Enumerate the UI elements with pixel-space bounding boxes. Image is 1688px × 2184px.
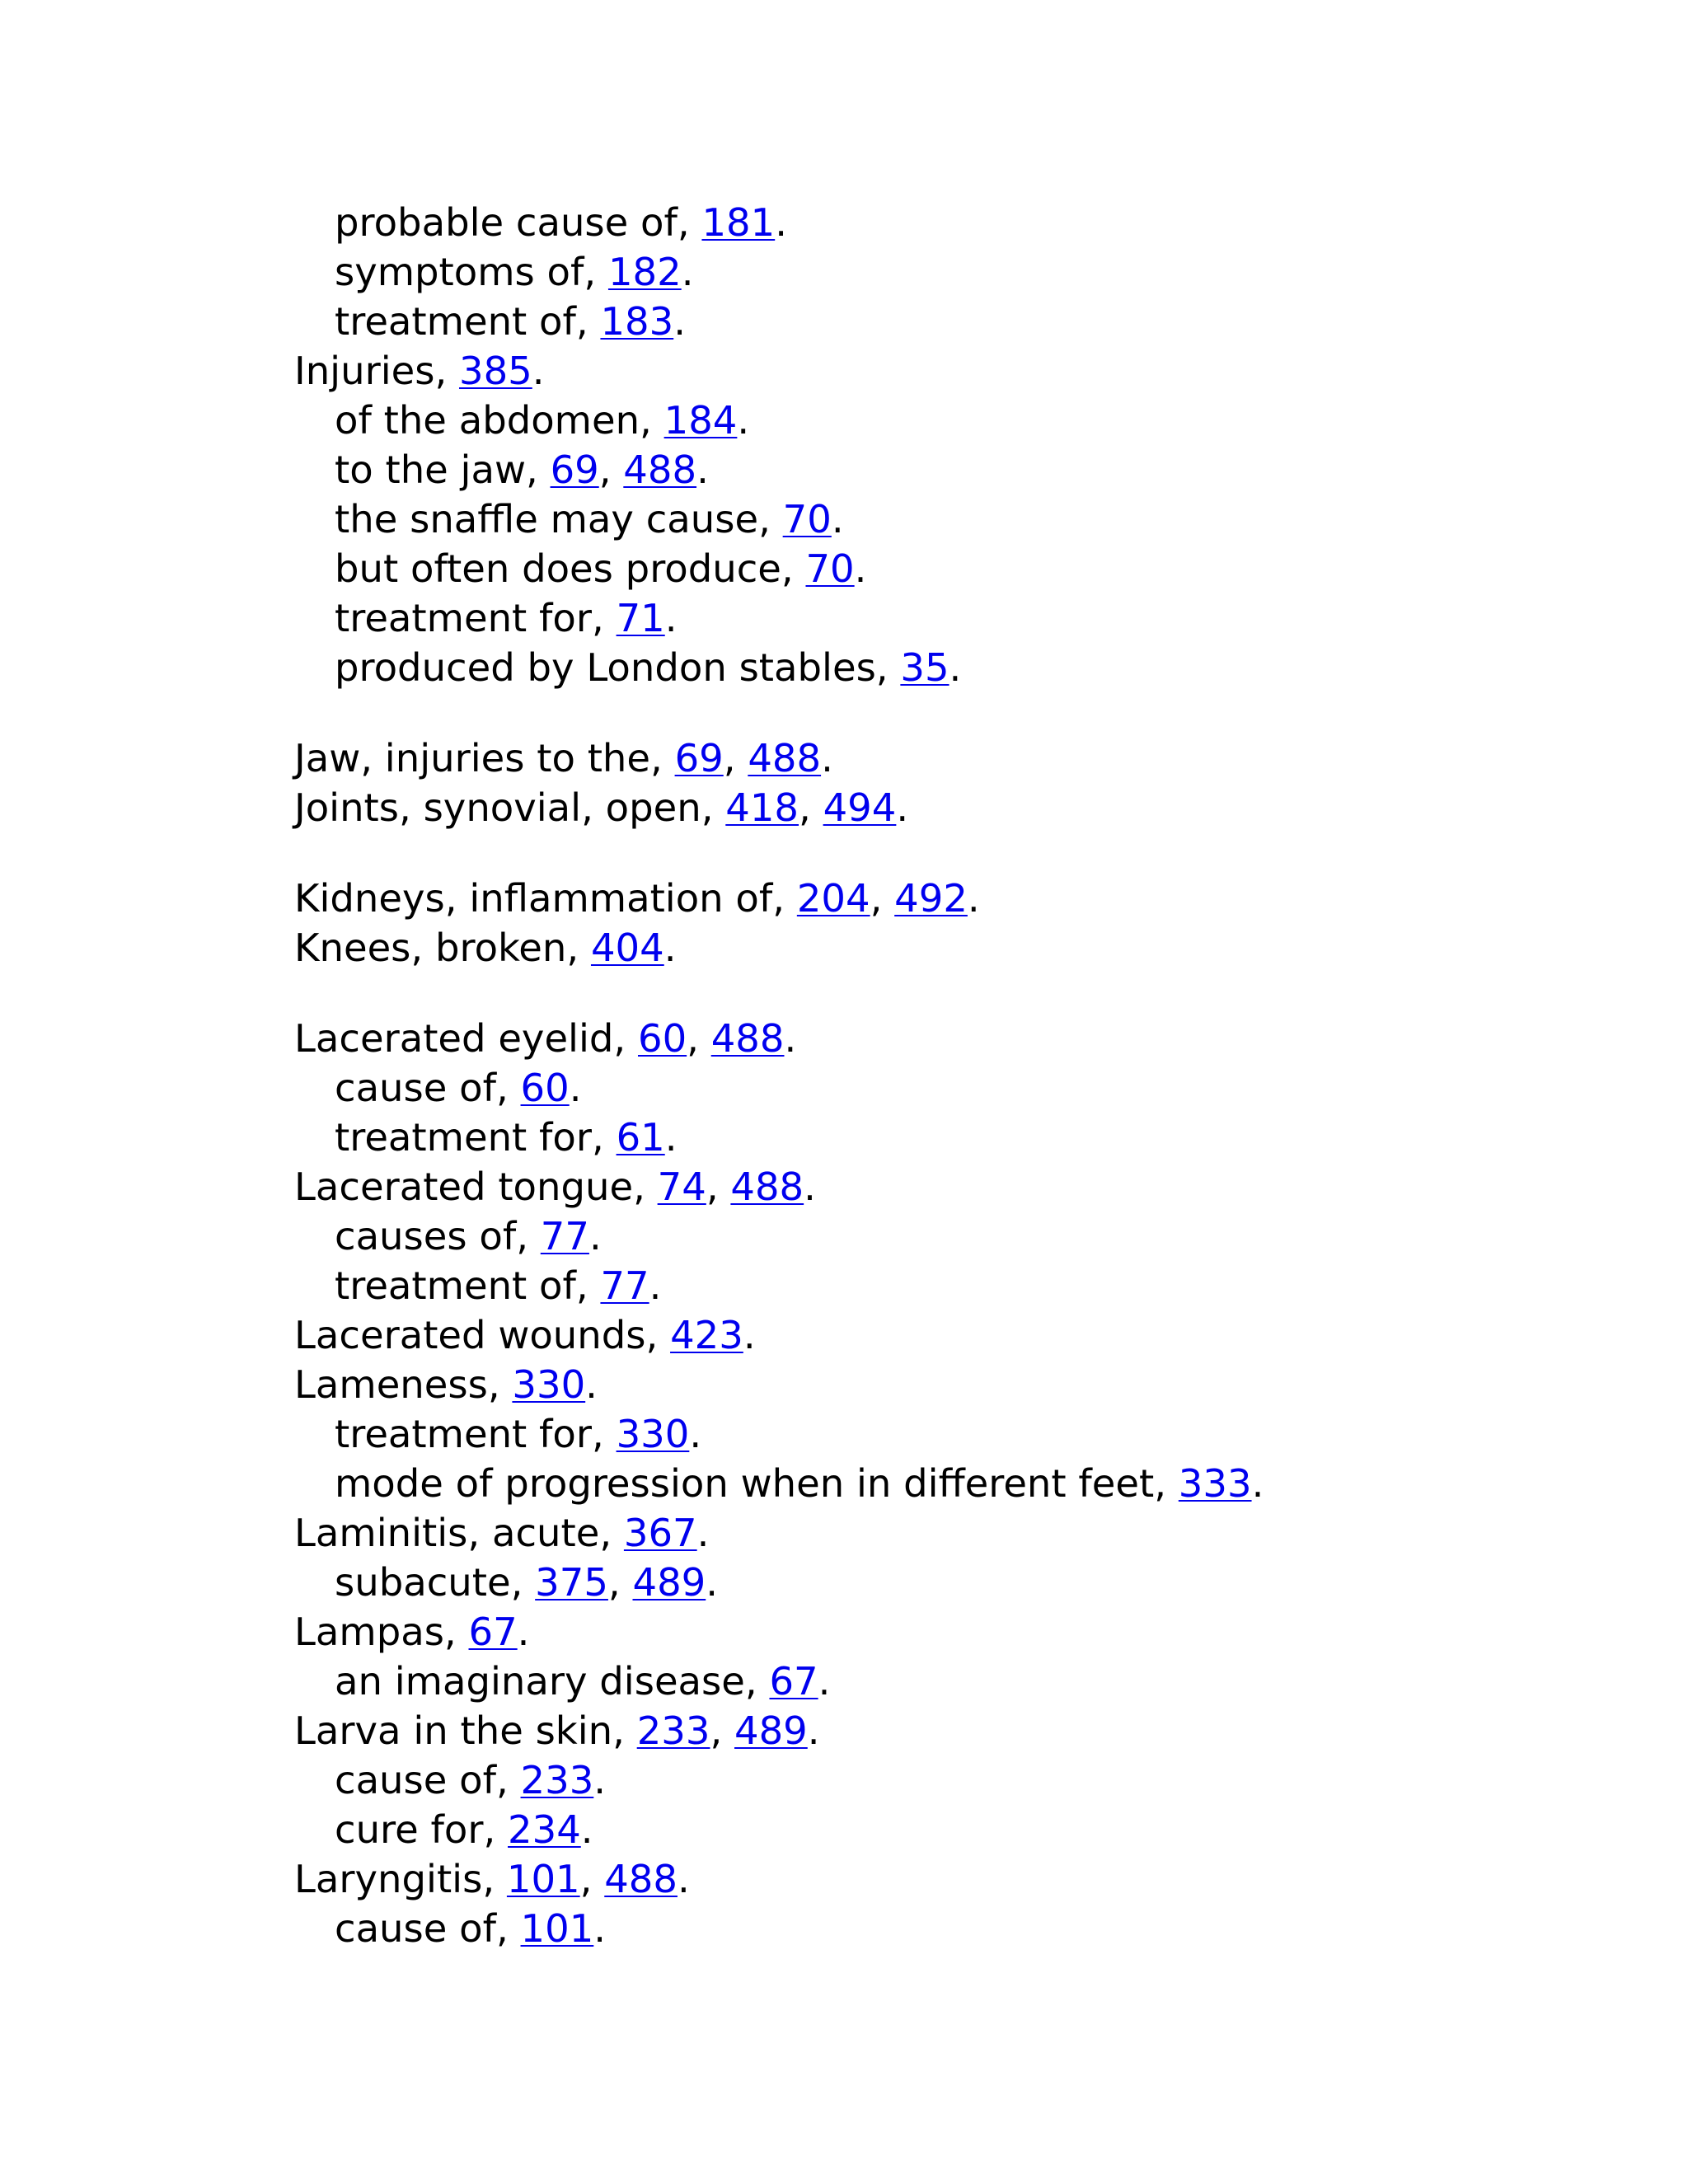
page-ref-link[interactable]: 233 <box>520 1758 594 1802</box>
index-group <box>0 733 1688 832</box>
page-ref-link[interactable]: 74 <box>657 1165 706 1209</box>
entry-text: produced by London stables, <box>335 645 901 690</box>
entry-terminator: . <box>967 876 980 921</box>
index-subentry <box>0 1409 1688 1459</box>
page-ref-link[interactable]: 101 <box>506 1857 580 1901</box>
entry-terminator: . <box>649 1263 662 1308</box>
entry-terminator: . <box>580 1807 593 1852</box>
entry-text: treatment of, <box>335 1263 601 1308</box>
entry-terminator: . <box>784 1016 797 1061</box>
index-entry <box>0 1508 1688 1558</box>
index-entry <box>0 923 1688 972</box>
index-entry <box>0 1014 1688 1063</box>
entry-terminator: . <box>949 645 962 690</box>
index-subentry <box>0 643 1688 692</box>
entry-text: but often does produce, <box>335 546 806 591</box>
index-subentry <box>0 297 1688 346</box>
group-spacer <box>0 972 1688 1014</box>
page-ref-link[interactable]: 183 <box>600 299 674 344</box>
page-ref-link[interactable]: 60 <box>520 1066 570 1110</box>
index-group <box>0 198 1688 692</box>
index-entry <box>0 874 1688 923</box>
entry-terminator: . <box>689 1412 702 1456</box>
entry-text: treatment of, <box>335 299 601 344</box>
entry-text: Laryngitis, <box>294 1857 507 1901</box>
entry-terminator: . <box>588 1214 602 1258</box>
entry-terminator: . <box>818 1659 831 1704</box>
entry-terminator: . <box>585 1362 598 1407</box>
group-spacer <box>0 692 1688 733</box>
entry-terminator: . <box>532 349 545 393</box>
page-ref-link[interactable]: 77 <box>540 1214 589 1258</box>
page-ref-link[interactable]: 330 <box>512 1362 586 1407</box>
entry-text: Joints, synovial, open, <box>294 785 726 830</box>
entry-terminator: . <box>743 1313 756 1357</box>
page-ref-link[interactable]: 233 <box>636 1708 710 1753</box>
ref-separator: , <box>598 448 624 492</box>
entry-terminator: . <box>569 1066 582 1110</box>
page-ref-link[interactable]: 367 <box>623 1511 697 1555</box>
index-subentry <box>0 1805 1688 1854</box>
index-entry <box>0 1162 1688 1212</box>
index-entry <box>0 1854 1688 1904</box>
index-subentry <box>0 544 1688 593</box>
entry-terminator: . <box>593 1906 607 1951</box>
page-ref-link[interactable]: 489 <box>734 1708 808 1753</box>
page-ref-link[interactable]: 488 <box>623 448 697 492</box>
page-ref-link[interactable]: 330 <box>616 1412 690 1456</box>
index-entry <box>0 783 1688 832</box>
entry-text: cause of, <box>335 1066 521 1110</box>
index-subentry <box>0 396 1688 445</box>
entry-text: probable cause of, <box>335 200 702 245</box>
entry-text: to the jaw, <box>335 448 551 492</box>
index-subentry <box>0 1113 1688 1162</box>
entry-terminator: . <box>804 1165 816 1209</box>
page-ref-link[interactable]: 70 <box>782 497 832 541</box>
index-entry <box>0 1360 1688 1409</box>
entry-terminator: . <box>663 926 677 970</box>
page-ref-link[interactable]: 71 <box>616 596 665 640</box>
entry-text: Larva in the skin, <box>294 1708 637 1753</box>
index-group <box>0 1014 1688 1953</box>
page-ref-link[interactable]: 333 <box>1178 1461 1252 1506</box>
page-ref-link[interactable]: 69 <box>674 736 724 780</box>
entry-terminator: . <box>1251 1461 1264 1506</box>
entry-terminator: . <box>737 398 750 443</box>
index-subentry <box>0 445 1688 494</box>
page-ref-link[interactable]: 35 <box>900 645 950 690</box>
entry-text: Injuries, <box>294 349 460 393</box>
index-page <box>0 198 1688 1953</box>
index-subentry <box>0 1212 1688 1261</box>
page-ref-link[interactable]: 423 <box>670 1313 743 1357</box>
entry-terminator: . <box>681 250 694 294</box>
index-entry <box>0 1706 1688 1755</box>
ref-separator: , <box>687 1016 711 1061</box>
entry-terminator: . <box>896 785 909 830</box>
page-ref-link[interactable]: 492 <box>894 876 968 921</box>
page-ref-link[interactable]: 69 <box>550 448 599 492</box>
page-ref-link[interactable]: 375 <box>535 1560 608 1605</box>
index-entry <box>0 346 1688 396</box>
index-entry <box>0 733 1688 783</box>
ref-separator: , <box>607 1560 633 1605</box>
entry-text: Lameness, <box>294 1362 513 1407</box>
index-subentry <box>0 1657 1688 1706</box>
page-ref-link[interactable]: 418 <box>725 785 799 830</box>
entry-terminator: . <box>831 497 844 541</box>
entry-terminator: . <box>854 546 867 591</box>
entry-text: of the abdomen, <box>335 398 664 443</box>
index-subentry <box>0 494 1688 544</box>
entry-text: causes of, <box>335 1214 541 1258</box>
entry-text: mode of progression when in different feet, <box>335 1461 1179 1506</box>
entry-terminator: . <box>673 299 686 344</box>
index-entry <box>0 1310 1688 1360</box>
entry-terminator: . <box>664 596 678 640</box>
entry-text: treatment for, <box>335 1115 617 1160</box>
entry-text: the snaffle may cause, <box>335 497 783 541</box>
page-ref-link[interactable]: 234 <box>508 1807 581 1852</box>
entry-terminator: . <box>775 200 787 245</box>
entry-text: Lampas, <box>294 1610 469 1654</box>
index-entry <box>0 1607 1688 1657</box>
page-ref-link[interactable]: 184 <box>663 398 738 443</box>
ref-separator: , <box>870 876 895 921</box>
entry-text: Jaw, injuries to the, <box>294 736 675 780</box>
entry-text: Lacerated wounds, <box>294 1313 671 1357</box>
ref-separator: , <box>579 1857 605 1901</box>
entry-terminator: . <box>664 1115 678 1160</box>
group-spacer <box>0 832 1688 874</box>
page-ref-link[interactable]: 385 <box>459 349 532 393</box>
entry-terminator: . <box>696 1511 710 1555</box>
entry-text: Laminitis, acute, <box>294 1511 624 1555</box>
entry-text: symptoms of, <box>335 250 608 294</box>
ref-separator: , <box>799 785 823 830</box>
entry-text: cure for, <box>335 1807 509 1852</box>
index-subentry <box>0 1755 1688 1805</box>
entry-text: cause of, <box>335 1906 521 1951</box>
page-ref-link[interactable]: 67 <box>468 1610 518 1654</box>
entry-text: treatment for, <box>335 596 617 640</box>
page-ref-link[interactable]: 182 <box>607 250 682 294</box>
entry-text: an imaginary disease, <box>335 1659 770 1704</box>
ref-separator: , <box>706 1165 731 1209</box>
entry-text: treatment for, <box>335 1412 617 1456</box>
page-ref-link[interactable]: 61 <box>616 1115 665 1160</box>
index-subentry <box>0 593 1688 643</box>
page-ref-link[interactable]: 488 <box>710 1016 785 1061</box>
page-ref-link[interactable]: 67 <box>769 1659 818 1704</box>
entry-text: Kidneys, inflammation of, <box>294 876 797 921</box>
page-ref-link[interactable]: 488 <box>604 1857 678 1901</box>
page-ref-link[interactable]: 101 <box>520 1906 594 1951</box>
page-ref-link[interactable]: 204 <box>796 876 870 921</box>
page-ref-link[interactable]: 489 <box>632 1560 706 1605</box>
entry-text: Lacerated eyelid, <box>294 1016 638 1061</box>
entry-terminator: . <box>677 1857 690 1901</box>
index-subentry <box>0 1261 1688 1310</box>
page-ref-link[interactable]: 404 <box>590 926 664 970</box>
entry-terminator: . <box>593 1758 607 1802</box>
page-ref-link[interactable]: 488 <box>748 736 822 780</box>
index-group <box>0 874 1688 972</box>
index-subentry <box>0 247 1688 297</box>
entry-terminator: . <box>517 1610 530 1654</box>
entry-text: subacute, <box>335 1560 536 1605</box>
page-ref-link[interactable]: 60 <box>637 1016 687 1061</box>
entry-terminator: . <box>807 1708 820 1753</box>
ref-separator: , <box>710 1708 735 1753</box>
page-ref-link[interactable]: 488 <box>730 1165 804 1209</box>
page-ref-link[interactable]: 70 <box>805 546 855 591</box>
index-subentry <box>0 198 1688 247</box>
page-ref-link[interactable]: 181 <box>701 200 776 245</box>
entry-text: cause of, <box>335 1758 521 1802</box>
index-subentry <box>0 1459 1688 1508</box>
index-subentry <box>0 1558 1688 1607</box>
page-ref-link[interactable]: 494 <box>823 785 897 830</box>
entry-terminator: . <box>821 736 833 780</box>
entry-terminator: . <box>706 1560 719 1605</box>
entry-text: Lacerated tongue, <box>294 1165 658 1209</box>
ref-separator: , <box>723 736 748 780</box>
index-subentry <box>0 1904 1688 1953</box>
index-subentry <box>0 1063 1688 1113</box>
entry-text: Knees, broken, <box>294 926 591 970</box>
entry-terminator: . <box>696 448 709 492</box>
page-ref-link[interactable]: 77 <box>600 1263 649 1308</box>
